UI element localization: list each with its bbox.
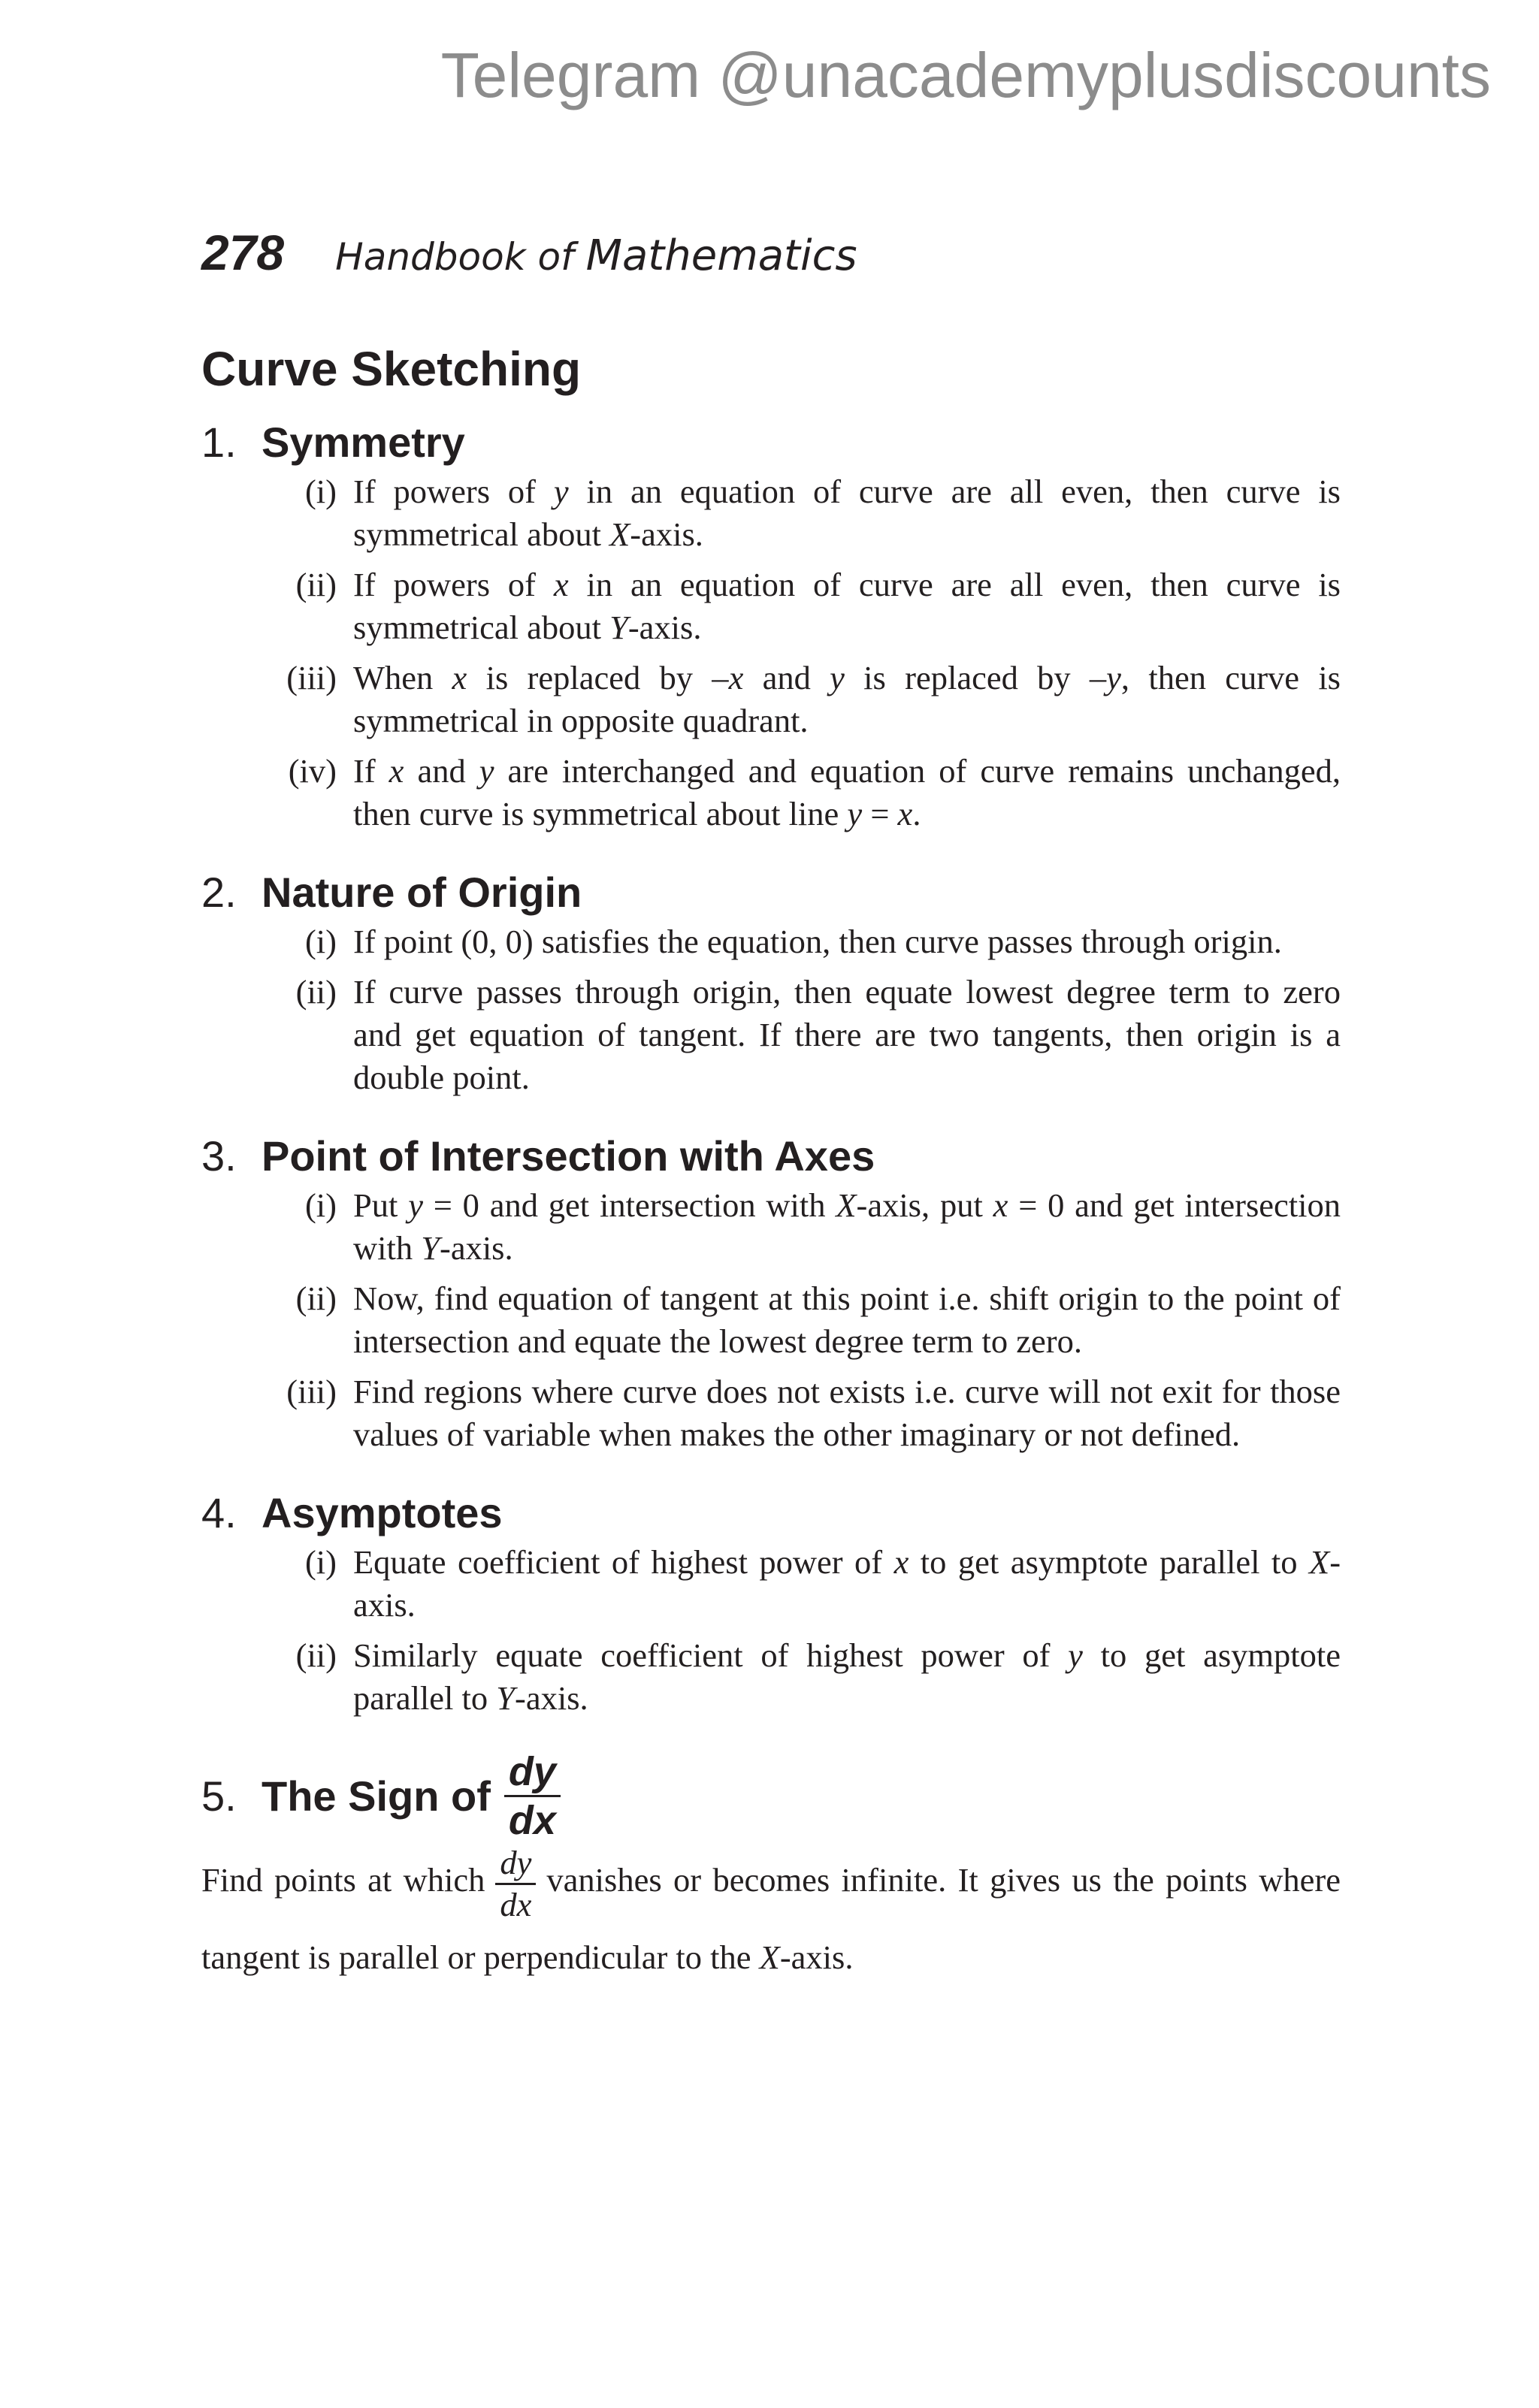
section-number: 2. <box>201 868 237 916</box>
item-numeral: (ii) <box>295 972 337 1011</box>
item-numeral: (iv) <box>288 751 337 790</box>
list-item <box>201 1184 1341 1270</box>
item-text: Now, find equation of tangent at this point i.e. shift origin to the point of intersection and equate the lowest degree term to zero. <box>353 1280 1341 1361</box>
dy-dx-inline-fraction: $\frac{dy}{dx}$ <box>495 1846 536 1921</box>
item-text: If x and y are interchanged and equation of curve remains unchanged, then curve is symmetrical about line y = x. <box>353 751 1341 832</box>
sections-container <box>201 417 1341 1721</box>
item-text: If powers of x in an equation of curve are all even, then curve is symmetrical about Y-axis. <box>353 565 1341 646</box>
running-header <box>201 224 857 281</box>
book-title: Handbook of Mathematics <box>335 231 857 280</box>
section-title: Nature of Origin <box>262 868 582 916</box>
section-number: 1. <box>201 418 237 466</box>
list-item <box>201 1634 1341 1720</box>
chapter-title: Curve Sketching <box>201 342 582 396</box>
section-title: Point of Intersection with Axes <box>262 1131 875 1180</box>
section-number: 5. <box>201 1772 237 1820</box>
section-number: 3. <box>201 1131 237 1180</box>
list-item <box>201 750 1341 835</box>
item-numeral: (ii) <box>295 565 337 603</box>
item-text: Find regions where curve does not exists i.e. curve will not exit for those values of variable when makes the other imaginary or not defined. <box>353 1373 1341 1454</box>
item-numeral: (i) <box>304 1186 337 1225</box>
item-numeral: (iii) <box>286 658 337 696</box>
section <box>201 417 1341 835</box>
item-text: If curve passes through origin, then equate lowest degree term to zero and get equation of tangent. If there are two tangents, then origin is a double point. <box>353 972 1341 1096</box>
item-text: Put y = 0 and get intersection with X-axis, put x = 0 and get intersection with Y-axis. <box>353 1186 1341 1267</box>
item-numeral: (ii) <box>295 1280 337 1318</box>
section-heading <box>201 1488 1341 1538</box>
section-title: Symmetry <box>262 418 465 466</box>
list-item <box>201 1277 1341 1363</box>
list-item <box>201 657 1341 742</box>
item-list <box>201 920 1341 1099</box>
list-item <box>201 1370 1341 1456</box>
item-text: When x is replaced by –x and y is replaced by –y, then curve is symmetrical in opposite quadrant. <box>353 658 1341 739</box>
item-numeral: (iii) <box>286 1373 337 1411</box>
list-item <box>201 920 1341 963</box>
section-paragraph: Find points at which $\frac{dy}{dx}$ vanishes or becomes infinite. It gives us the points where tangent is parallel or perpendicular to the X-axis. <box>201 1844 1341 1977</box>
section-heading <box>201 1749 1341 1844</box>
item-list <box>201 470 1341 835</box>
item-text: Similarly equate coefficient of highest power of y to get asymptote parallel to Y-axis. <box>353 1636 1341 1718</box>
section-heading <box>201 1131 1341 1181</box>
item-numeral: (ii) <box>295 1636 337 1675</box>
item-text: If point (0, 0) satisfies the equation, then curve passes through origin. <box>353 922 1282 960</box>
item-numeral: (i) <box>304 472 337 510</box>
section-number: 4. <box>201 1489 237 1537</box>
item-list <box>201 1541 1341 1720</box>
list-item <box>201 971 1341 1099</box>
section <box>201 1488 1341 1720</box>
item-list <box>201 1184 1341 1456</box>
section-title: Asymptotes <box>262 1489 503 1537</box>
section-heading <box>201 417 1341 467</box>
dy-dx-fraction: $\frac{dy}{dx}$ <box>504 1751 561 1841</box>
watermark-text: Telegram @unacademyplusdiscounts <box>440 40 1491 110</box>
item-text: If powers of y in an equation of curve are all even, then curve is symmetrical about X-axis. <box>353 472 1341 553</box>
section <box>201 867 1341 1099</box>
item-numeral: (i) <box>304 1543 337 1582</box>
item-text: Equate coefficient of highest power of x to get asymptote parallel to X-axis. <box>353 1543 1341 1624</box>
section-heading <box>201 867 1341 917</box>
item-numeral: (i) <box>304 922 337 960</box>
section <box>201 1131 1341 1456</box>
section-title: The Sign of <box>262 1772 491 1820</box>
list-item <box>201 470 1341 556</box>
page-content <box>201 342 1341 2025</box>
list-item <box>201 563 1341 649</box>
list-item <box>201 1541 1341 1627</box>
page-number: 278 <box>201 225 285 280</box>
section-sign-of-derivative <box>201 1751 1341 1993</box>
